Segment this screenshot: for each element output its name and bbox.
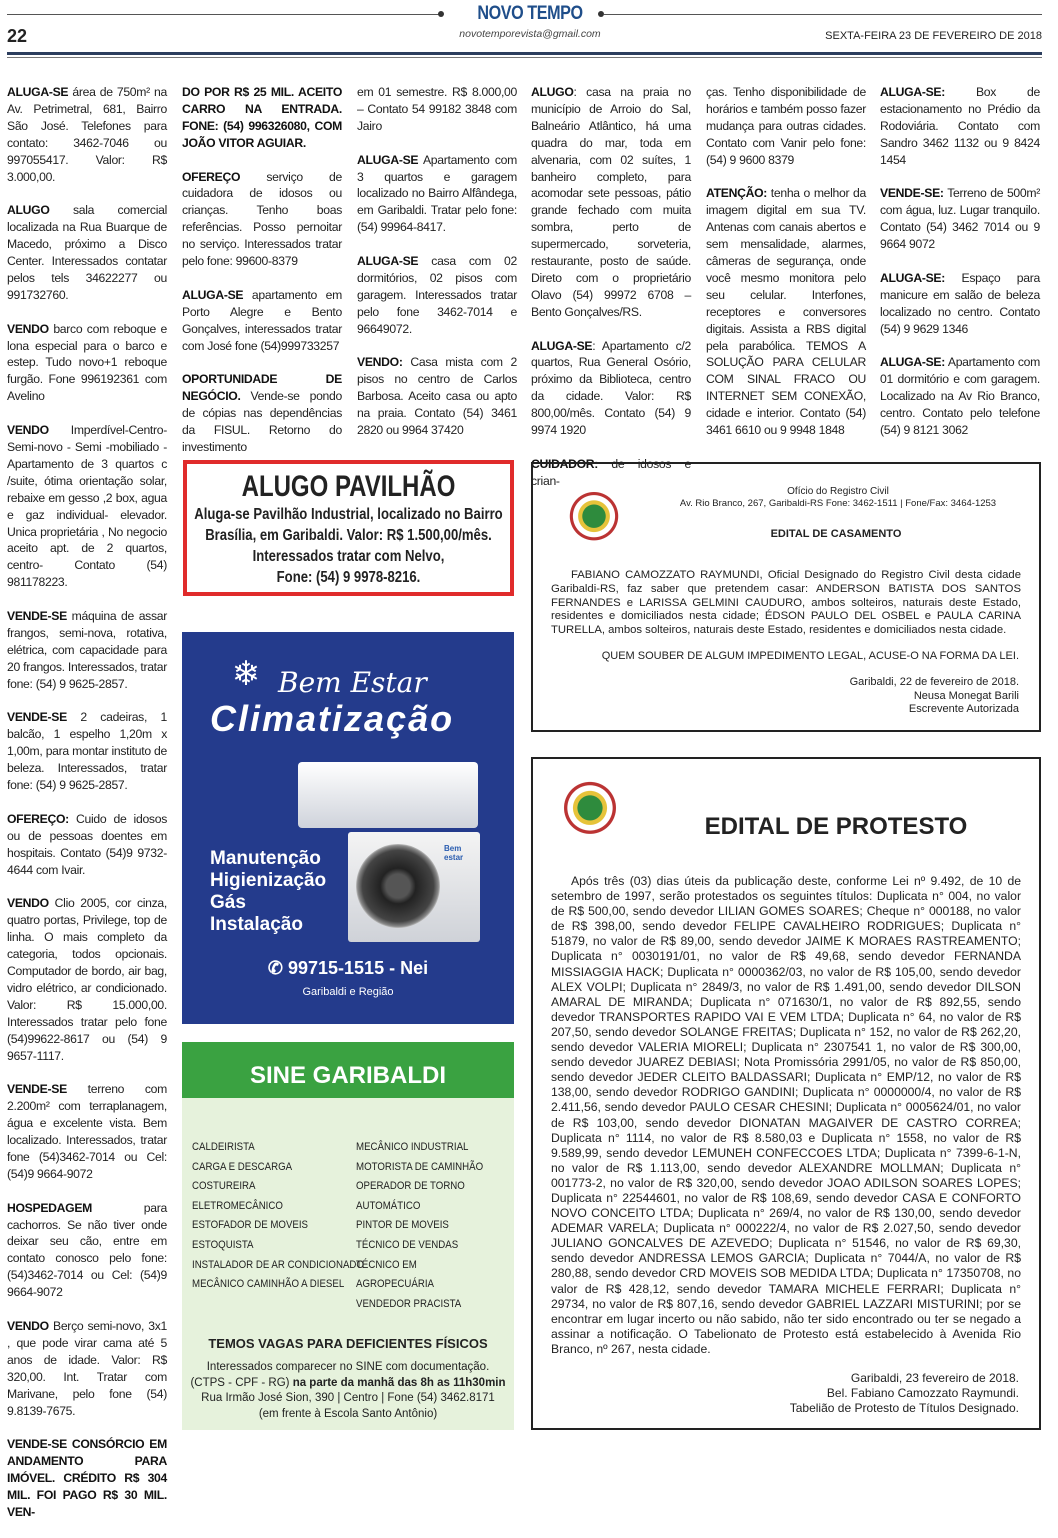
ad-text: 2 cadeiras, 1 balcão, 1 espelho 1,20m x 1,00m, para montar instituto de beleza. Interessados, tratar fone: (54) 9 9625-2857. xyxy=(7,710,167,793)
ad-lead: ALUGA-SE xyxy=(531,338,593,353)
header-dot xyxy=(438,11,444,17)
ad-title: ALUGO PAVILHÃO xyxy=(241,470,456,503)
issue-date: SEXTA-FEIRA 23 DE FEVEREIRO DE 2018 xyxy=(825,30,1042,42)
ad-text: Clio 2005, cor cinza, quatro portas, Privilege, top de linha. O mais completo da categoria, todos opcionais. Computador de bordo, air bag, vidro elétrico, ar condicionado. Valor: R$ 15.000,00. Interessados tratar pelo fone (54)99622-8617 ou (54) 9 9657-1117. xyxy=(7,896,167,1063)
classified-ad xyxy=(7,84,167,185)
job-item: CARGA E DESCARGA xyxy=(192,1160,293,1173)
classifieds-column xyxy=(880,84,1040,456)
classified-ad xyxy=(182,84,342,152)
classified-ad xyxy=(7,709,167,794)
ad-lead: ALUGA-SE: xyxy=(880,85,946,99)
unit-logo: Bem estar xyxy=(444,844,464,862)
service: Gás xyxy=(210,892,246,913)
ad-lead: OPORTUNIDADE DE NEGÓCIO. xyxy=(182,372,342,404)
header-rule-right xyxy=(604,14,1042,15)
ad-text: Vende-se pondo de cópias nas dependências da FISUL. Retorno do investimento xyxy=(182,389,342,454)
ad-lead: ALUGA-SE xyxy=(7,85,69,99)
job-item: ELETROMECÂNICO xyxy=(192,1199,283,1212)
signer: Neusa Monegat Barili xyxy=(913,689,1019,702)
phone-number: 99715-1515 - Nei xyxy=(287,958,429,978)
ad-text: : Apartamento c/2 quartos, Rua General Osório, próximo da Biblioteca, centro da cidade. Valor: R$ 800,00/mês. Contato (54) 9 9974 1920 xyxy=(531,338,691,438)
ad-line: Brasília, em Garibaldi. Valor: R$ 1.500,00/mês. xyxy=(205,527,492,544)
vagas-notice: TEMOS VAGAS PARA DEFICIENTES FÍSICOS xyxy=(208,1336,488,1351)
edital-title: EDITAL DE CASAMENTO xyxy=(770,528,902,540)
edital-title: EDITAL DE PROTESTO xyxy=(704,813,968,840)
ad-text: Apartamento com 3 quartos e garagem localizado no Bairro Alfândega, em Garibaldi. Tratar pelo fone: (54) 99964-8417. xyxy=(357,152,517,235)
page-number: 22 xyxy=(7,26,28,46)
ad-lead: VENDO xyxy=(7,896,49,911)
edital-protesto xyxy=(531,757,1041,1430)
info-line: Rua Irmão José Sion, 390 | Centro | Fone (54) 3462.8171 xyxy=(201,1392,495,1404)
sine-title: SINE GARIBALDI xyxy=(182,1042,514,1098)
job-item: TÉCNICO DE VENDAS xyxy=(356,1238,459,1251)
jobs-left xyxy=(192,1138,364,1295)
ad-lead: ALUGA-SE: xyxy=(880,355,946,370)
ad-lead: VENDE-SE: xyxy=(880,186,944,201)
classifieds-column xyxy=(706,84,866,456)
ad-lead: ALUGA-SE xyxy=(357,254,419,269)
newspaper-email: novotemporevista@gmail.com xyxy=(459,28,601,40)
ad-text: em 01 semestre. R$ 8.000,00 – Contato 54 99182 3848 com Jairo xyxy=(357,85,517,133)
classifieds-column xyxy=(531,84,691,507)
classified-ad xyxy=(880,270,1040,338)
edital-signature xyxy=(790,1371,1019,1416)
climatizacao-ad xyxy=(182,632,514,1024)
service: Instalação xyxy=(210,914,303,935)
ad-lead: OFEREÇO: xyxy=(7,811,69,826)
classified-ad xyxy=(531,84,691,321)
classified-ad xyxy=(880,84,1040,169)
whatsapp-icon: ✆ xyxy=(267,958,288,978)
sine-ad xyxy=(182,1042,514,1430)
info-line: Interessados comparecer no SINE com documentação. xyxy=(206,1361,490,1373)
classified-ad xyxy=(7,811,167,879)
phone xyxy=(182,958,514,979)
ad-line: Interessados tratar com Nelvo, xyxy=(252,548,445,565)
classifieds-column xyxy=(182,84,342,473)
job-item: COSTUREIRA xyxy=(192,1180,256,1193)
role: Escrevente Autorizada xyxy=(908,703,1019,715)
ad-text: Apartamento com 01 dormitório e com garagem. Localizado na Av Rio Branco, centro. Contato pelo telefone (54) 9 8121 3062 xyxy=(880,355,1040,438)
classified-ad xyxy=(7,1436,167,1521)
ad-text: Espaço para manicure em salão de beleza localizado no centro. Contato (54) 9 9629 1346 xyxy=(880,270,1040,336)
classified-ad xyxy=(706,185,866,439)
ad-text: sala comercial localizada na Rua Buarque de Macedo, próximo a Disco Center. Interessados contatar pelos tels 34622277 ou 991732760. xyxy=(7,203,167,302)
info-line: (em frente à Escola Santo Antônio) xyxy=(258,1407,438,1420)
ad-lead: VENDO: xyxy=(357,355,403,370)
header-divider xyxy=(7,52,1042,55)
condenser-unit-image xyxy=(348,832,480,942)
ad-lead: CUIDADOR: xyxy=(531,456,599,471)
ad-lead: ALUGO xyxy=(531,85,574,99)
ad-line: Aluga-se Pavilhão Industrial, localizado no Bairro xyxy=(194,506,503,523)
ad-text: para cachorros. Se não tiver onde deixar seu cão, entre em contato conosco pelo fone: (54)3462-7014 ou Cel: (54)9 9664-9072 xyxy=(7,1200,167,1300)
date: Garibaldi, 23 fevereiro de 2018. xyxy=(850,1371,1019,1385)
ad-text: serviço de cuidadora de idosos ou crianças. Tenho boas referências. Posso pernoitar no serviço. Interessados tratar pelo fone: 99600-8379 xyxy=(182,169,342,269)
service: Manutenção xyxy=(210,848,321,869)
ad-text: Berço semi-novo, 3x1 , que pode virar cama até 5 anos de idade. Valor: R$ 320,00. Int. Tratar com Marivane, pelo fone (54) 9.8139-7675. xyxy=(7,1319,167,1418)
ad-text: Imperdível-Centro-Semi-novo - Semi -mobiliado -Apartamento de 3 quartos c /suite, ótima orientação solar, rebaixe em gesso ,2 box, agua e gaz individual- elevador. Unica proprietária , No negocio aceito apt. de 2 quartos, centro- Contato (54) 981178223. xyxy=(7,423,167,590)
office-name: Ofício do Registro Civil xyxy=(787,486,889,497)
ad-text: terreno com 2.200m² com terraplanagem, água e excelente vista. Bem localizado. Interessados, tratar fone (54)3462-7014 ou Cel:(54)9 9664-9072 xyxy=(7,1082,167,1181)
job-item: ESTOQUISTA xyxy=(192,1238,254,1251)
job-item: VENDEDOR PRACISTA xyxy=(356,1297,462,1310)
classified-ad xyxy=(7,202,167,303)
region: Garibaldi e Região xyxy=(302,986,394,998)
classified-ad xyxy=(7,1318,167,1419)
header-divider xyxy=(7,57,1042,58)
newspaper-title: NOVO TEMPO xyxy=(477,3,583,24)
classified-ad xyxy=(880,354,1040,439)
classifieds-column xyxy=(7,84,167,1538)
services-list xyxy=(210,848,326,936)
classified-ad xyxy=(357,84,517,135)
job-item: MECÂNICO CAMINHÃO A DIESEL xyxy=(192,1278,345,1291)
info-hours: na parte da manhã das 8h as 11h30min xyxy=(292,1376,506,1389)
ad-lead: ALUGO xyxy=(7,203,50,218)
ad-lead: ATENÇÃO: xyxy=(706,186,768,201)
job-item: PINTOR DE MOVEIS xyxy=(356,1219,449,1232)
job-item: INSTALADOR DE AR CONDICIONADO xyxy=(192,1258,364,1271)
classified-ad xyxy=(357,152,517,237)
date: Garibaldi, 22 de fevereiro de 2018. xyxy=(849,676,1019,688)
classified-ad xyxy=(880,185,1040,253)
ad-text: casa com 02 dormitórios, 02 pisos com garagem. Interessados tratar pelo fone 3462-7014 e 96649072. xyxy=(357,254,517,336)
ad-text: barco com reboque e lona especial para o barco e estep. Tudo novo+1 reboque furgão. Fone 996192361 com Avelino xyxy=(7,321,167,404)
ad-lead: HOSPEDAGEM xyxy=(7,1200,93,1215)
classified-ad xyxy=(7,608,167,693)
ad-lead: ALUGA-SE xyxy=(357,152,419,167)
info-line xyxy=(182,1376,514,1392)
edital-body: FABIANO CAMOZZATO RAYMUNDI, Oficial Designado do Registro Civil desta cidade Garibaldi-RS, faz saber que pretendem casar: ANDERSON BATISTA DOS SANTOS FERNANDES e LARISSA GELMINI CAUDURO, ambos solteiros, naturais deste Estado, residentes e domiciliados nesta cidade; ÉDSON PAULO DEL OSBEL e PAULA CARINA TURELLA, ambos solteiros, naturais deste Estado, residentes e domiciliados nesta cidade. xyxy=(551,569,1021,637)
edital-notice: QUEM SOUBER DE ALGUM IMPEDIMENTO LEGAL, ACUSE-O NA FORMA DA LEI. xyxy=(601,650,1019,662)
snowflake-icon: ❄ xyxy=(231,655,261,693)
job-item: ESTOFADOR DE MOVEIS xyxy=(192,1219,309,1232)
job-item: AUTOMÁTICO xyxy=(356,1199,421,1212)
ad-lead: DO POR R$ 25 MIL. ACEITO CARRO NA ENTRADA. FONE: (54) 996326080, COM JOÃO VITOR AGUIAR. xyxy=(182,85,342,150)
ad-text: Cuido de idosos ou de pessoas doentes em hospitais. Contato (54)9 9732-4644 com Ivair. xyxy=(7,811,167,877)
classified-ad xyxy=(7,1081,167,1182)
job-item: MECÂNICO INDUSTRIAL xyxy=(356,1141,469,1153)
edital-signature xyxy=(850,676,1019,717)
ad-text: ças. Tenho disponibilidade de horários e também posso fazer mudança para outras cidades. Contato com Vanir pelo fone: (54) 9 9600 8379 xyxy=(706,85,866,167)
ad-lead: VENDE-SE CONSÓRCIO EM ANDAMENTO PARA IMÓVEL. CRÉDITO R$ 304 MIL. FOI PAGO R$ 30 MIL. VEN- xyxy=(7,1437,167,1519)
classified-ad xyxy=(7,422,167,591)
ad-text: apartamento em Porto Alegre e Bento Gonçalves, interessados tratar com José fone (54)999733257 xyxy=(182,287,342,353)
ad-text: Box de estacionamento no Prédio da Rodoviária. Contato com Sandro 3462 1132 ou 9 8424 1454 xyxy=(880,85,1040,167)
classified-ad xyxy=(182,371,342,456)
ad-lead: VENDE-SE xyxy=(7,609,67,624)
ad-text: máquina de assar frangos, semi-nova, rotativa, elétrica, com capacidade para 20 frangos. Interessados, tratar fone: (54) 9 9625-2857. xyxy=(7,609,167,691)
signer: Bel. Fabiano Camozzato Raymundi. xyxy=(826,1386,1019,1400)
job-item: OPERADOR DE TORNO xyxy=(356,1180,465,1193)
office-address: Av. Rio Branco, 267, Garibaldi-RS Fone: 3462-1511 | Fone/Fax: 3464-1253 xyxy=(679,498,997,509)
ad-lead: ALUGA-SE xyxy=(182,287,244,302)
role: Tabelião de Protesto de Títulos Designado. xyxy=(789,1401,1019,1415)
classified-ad xyxy=(531,338,691,439)
ad-text: Terreno de 500m² com água, luz. Lugar tranquilo. Contato (54) 3462 7014 ou 9 9664 9072 xyxy=(880,186,1040,252)
pavilhao-ad xyxy=(183,460,514,596)
ad-text: : casa na praia no município de Arroio do Sal, Balneário Atlântico, há uma quadra do mar, toda em alvenaria, com 02 suítes, 1 banheiro completo, para acomodar sete pessoas, pátio grande fechado com muita sombra, perto de supermercado, sorveteria, restaurante, posto de saúde. Direto com o proprietário Olavo (54) 99972 6708 – Bento Gonçalves/RS. xyxy=(531,85,691,319)
air-conditioner-image xyxy=(298,762,478,828)
job-item: CALDEIRISTA xyxy=(192,1141,255,1153)
ad-text: de idosos e crian- xyxy=(531,456,691,488)
ad-lead: VENDE-SE xyxy=(7,1082,67,1097)
classified-ad xyxy=(357,253,517,338)
ad-lead: VENDE-SE xyxy=(7,710,67,725)
ad-lead: VENDO xyxy=(7,321,49,336)
header-rule-left xyxy=(7,14,441,15)
jobs-right xyxy=(356,1138,495,1314)
service: Higienização xyxy=(210,870,327,891)
ad-text: área de 750m² na Av. Petrimetral, 681, Bairro São José. Telefones para contato: 3462-7046 ou 997055417. Valor: R$ 3.000,00. xyxy=(7,85,167,184)
classified-ad xyxy=(357,354,517,439)
brand-name: Climatização xyxy=(210,698,455,739)
classified-ad xyxy=(706,84,866,169)
classified-ad xyxy=(7,895,167,1064)
edital-body: Após três (03) dias úteis da publicação deste, conforme Lei nº 9.492, de 10 de setembro de 1997, serão protestados os seguintes títulos: Duplicata n° 004, no valor de R$ 500,00, sendo devedor LILIAN GOMES SOARES; Cheque n° 000188, no valor de R$ 398,00, sendo devedor FELIPE CAVALHEIRO RODRIGUES; Duplicata n° 51879, no valor de R$ 89,00, sendo devedor JAIME K MORAES RASTREAMENTO; Duplicata n° 0030191/01, no valor de R$ 49,68, sendo devedor FERNANDA MISSIAGGIA HACK; Duplicata n° 0000362/03, no valor de R$ 105,00, sendo devedor ALEX VOLPI; Duplicata n° 2849/3, no valor de R$ 1.491,00, sendo devedor DILSON AMARAL DE MIRANDA; Duplicata n° 071630/1, no valor de R$ 892,55, sendo devedor TRANSPORTES RAPIDO VAI E VEM LTDA; Duplicata n° 64, no valor de R$ 207,50, sendo devedor SOLANGE FREITAS; Duplicata n° 152, no valor de R$ 262,20, sendo devedor VALERIA MIORELI; Duplicata n° 2307541 1, no valor de R$ 300,00, sendo devedor JUAREZ DEBIASI; Nota Promissória 2991/05, no valor de R$ 850,00, sendo devedor JEDER CLEITO BALDASSARI; Duplicata n° EMP/12, no valor de R$ 138,00, sendo devedor RODRIGO GANDINI; Duplicata n° 0000000/4, no valor de R$ 2.411,56, sendo devedor PAULO CESAR CHESINI; Duplicata n° 0005624/01, no valor de R$ 103,00, sendo devedor DIONATAN MAGAIVER DE CASTRO CORREA; Duplicata n° 1114, no valor de R$ 8.580,03 e Duplicata n° 1558, no valor de R$ 9.589,99, sendo devedor LEMUNEH CONFECCOES LTDA; Duplicata n° 7399-6-1-N, no valor de R$ 1.113,00, sendo devedor ALEXANDRE MOLLMAN; Duplicata n° 001773-2, no valor de R$ 320,00, sendo devedor JOAO ADILSON SOARES LOPES; Duplicata n° 22544601, no valor de R$ 108,69, sendo devedor CASA E CONFORTO NOVO CONCEITO LTDA; Duplicata n° 269/4, no valor de R$ 130,00, sendo devedor ADEMAR VARELA; Duplicata n° 000222/4, no valor de R$ 2.027,50, sendo devedor JULIANO GONCALVES DE AZEVEDO; Duplicata n° 51546, no valor de R$ 69,30, sendo devedor ANDRESSA LEMOS GARCIA; Duplicata n° 7044/A, no valor de R$ 280,88, sendo devedor CRD MOVEIS SOB MEDIDA LTDA; Duplicata n° 17350708, no valor de R$ 428,12, sendo devedor TAMARA MICHELE FERRARI; Duplicata n° 29734, no valor de R$ 807,16, sendo devedor GABRIEL LAZZARI MISTURINI; por se encontrar em lugar incerto ou não sabido, não ter sido encontrado ou ter se negado a assinar a notificação. O Tabelionato de Protesto está estabelecido à Avenida Rio Branco, nº 267, nesta cidade. xyxy=(551,874,1021,1356)
sine-info xyxy=(182,1360,514,1422)
edital-casamento xyxy=(531,462,1041,732)
info-text: (CTPS - CPF - RG) xyxy=(190,1376,293,1389)
classified-ad xyxy=(182,287,342,355)
ad-text: tenha o melhor da imagem digital em sua TV. Antenas com canais abertos e sem mensalidade, alarmes, câmeras de segurança, onde você mesmo monitora pelo seu celular. Interfones, receptores e conversores digitais. Assista a RBS digital pela parabólica. TEMOS A SOLUÇÃO PARA CELULAR COM SINAL FRACO OU INTERNET SEM CONEXÃO, cidade e interior. Contato (54) 3461 6610 ou 9 9948 1848 xyxy=(706,186,866,438)
classifieds-column xyxy=(357,84,517,456)
ad-lead: VENDO xyxy=(7,1319,49,1333)
classified-ad xyxy=(7,321,167,406)
ad-text: Casa mista com 2 pisos no centro de Carlos Barbosa. Aceito casa ou apto na praia. Contato (54) 3461 2820 ou 9964 37420 xyxy=(357,355,517,438)
job-item: TÉCNICO EM AGROPECUÁRIA xyxy=(356,1258,435,1291)
ad-lead: OFEREÇO xyxy=(182,169,241,184)
rs-coat-of-arms-icon xyxy=(557,771,623,853)
ad-lead: VENDO xyxy=(7,423,49,438)
job-item: MOTORISTA DE CAMINHÃO xyxy=(356,1160,484,1173)
brand-name: Bem Estar xyxy=(278,666,427,699)
classified-ad xyxy=(7,1200,167,1301)
ad-line: Fone: (54) 9 9978-8216. xyxy=(276,569,421,586)
ad-lead: ALUGA-SE: xyxy=(880,270,946,285)
classified-ad xyxy=(182,169,342,270)
